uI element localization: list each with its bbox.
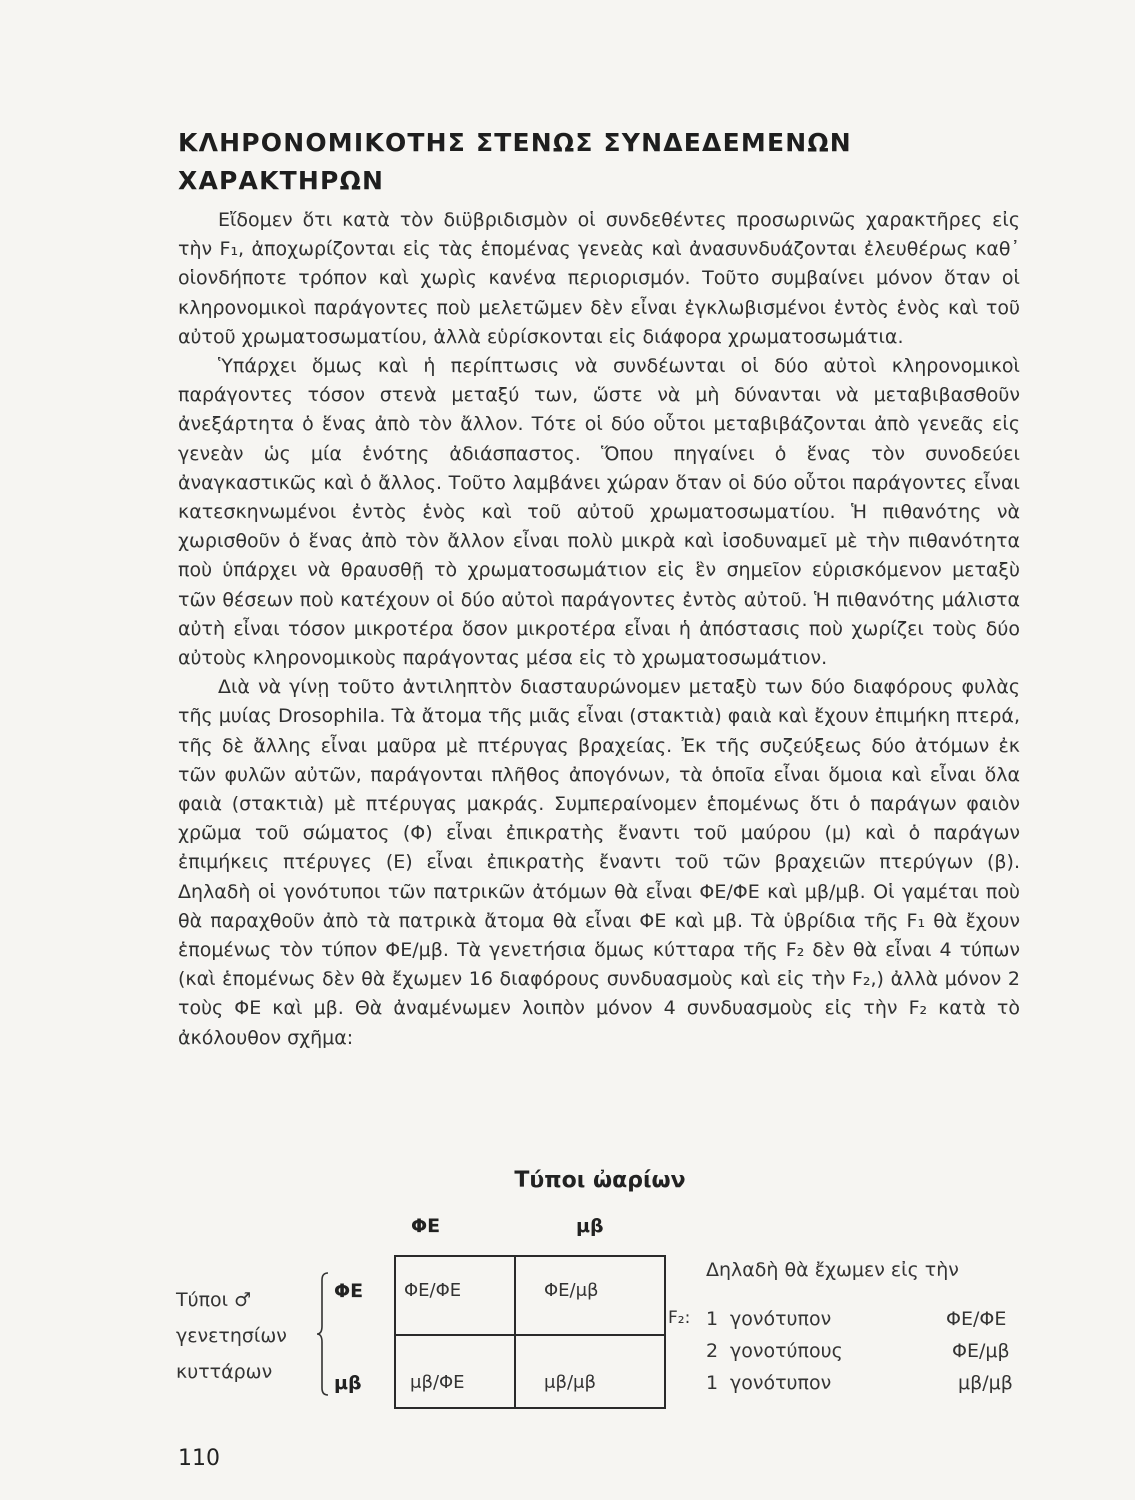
summary-genotype-1: ΦΕ/ΦΕ	[946, 1308, 1007, 1330]
figure-title: Τύποι ὠαρίων	[514, 1168, 686, 1193]
summary-count-1: 1	[706, 1308, 719, 1330]
column-header-fe: ΦΕ	[411, 1215, 441, 1237]
punnett-square	[394, 1255, 666, 1409]
side-label-line-3: κυττάρων	[176, 1361, 273, 1383]
grid-divider-horizontal	[396, 1334, 664, 1336]
summary-count-3: 1	[706, 1372, 719, 1394]
row-header-mb: μβ	[334, 1372, 362, 1394]
paragraph-3: Διὰ νὰ γίνῃ τοῦτο ἀντιληπτὸν διασταυρώνομεν μεταξὺ των δύο διαφόρους φυλὰς τῆς μυίας Drosophila. Τὰ ἄτομα τῆς μιᾶς εἶναι (στακτιὰ) φαιὰ καὶ ἔχουν ἐπιμήκη πτερά, τῆς δὲ ἄλλης εἶναι μαῦρα μὲ πτέρυγας βραχείας. Ἐκ τῆς συζεύξεως δύο ἀτόμων ἐκ τῶν φυλῶν αὐτῶν, παράγονται πλῆθος ἀπογόνων, τὰ ὁποῖα εἶναι ὅμοια καὶ εἶναι ὅλα φαιὰ (στακτιὰ) μὲ πτέρυγας μακράς. Συμπεραίνομεν ἑπομένως ὅτι ὁ παράγων φαιὸν χρῶμα τοῦ σώματος (Φ) εἶναι ἐπικρατὴς ἔναντι τοῦ μαύρου (μ) καὶ ὁ παράγων ἐπιμήκεις πτέρυγες (Ε) εἶναι ἐπικρατὴς ἔναντι τοῦ τῶν βραχειῶν πτερύγων (β). Δηλαδὴ οἱ γονότυποι τῶν πατρικῶν ἀτόμων θὰ εἶναι ΦΕ/ΦΕ καὶ μβ/μβ. Οἱ γαμέται ποὺ θὰ παραχθοῦν ἀπὸ τὰ πατρικὰ ἄτομα θὰ εἶναι ΦΕ καὶ μβ. Τὰ ὑβρίδια τῆς F₁ θὰ ἔχουν ἑπομένως τὸν τύπον ΦΕ/μβ. Τὰ γενετήσια ὅμως κύτταρα τῆς F₂ δὲν θὰ εἶναι 4 τύπων (καὶ ἑπομένως δὲν θὰ ἔχωμεν 16 διαφόρους συνδυασμοὺς καὶ εἰς τὴν F₂,) ἀλλὰ μόνον 2 τοὺς ΦΕ καὶ μβ. Θὰ ἀναμένωμεν λοιπὸν μόνον 4 συνδυασμοὺς εἰς τὴν F₂ κατὰ τὸ ἀκόλουθον σχῆμα:	[178, 676, 1020, 1049]
cell-fe-fe: ΦΕ/ΦΕ	[404, 1280, 462, 1301]
side-label-line-1: Τύποι ♂	[176, 1289, 252, 1311]
heading-line-2: ΧΑΡΑΚΤΗΡΩΝ	[178, 166, 385, 195]
f2-label: F₂:	[668, 1308, 691, 1328]
summary-label-2: γονοτύπους	[730, 1340, 843, 1362]
summary-count-2: 2	[706, 1340, 719, 1362]
row-header-fe: ΦΕ	[334, 1280, 364, 1302]
body-text	[178, 206, 1020, 1053]
cell-fe-mb: ΦΕ/μβ	[544, 1280, 599, 1301]
side-label-line-2: γενετησίων	[176, 1325, 287, 1347]
page-number: 110	[178, 1446, 220, 1471]
paragraph-2: Ὑπάρχει ὅμως καὶ ἡ περίπτωσις νὰ συνδέωνται οἱ δύο αὐτοὶ κληρονομικοὶ παράγοντες τόσον στενὰ μεταξύ των, ὥστε νὰ μὴ δύνανται νὰ μεταβιβασθοῦν ἀνεξάρτητα ὁ ἕνας ἀπὸ τὸν ἄλλον. Τότε οἱ δύο οὗτοι μεταβιβάζονται ἀπὸ γενεᾶς εἰς γενεὰν ὡς μία ἑνότης ἀδιάσπαστος. Ὅπου πηγαίνει ὁ ἕνας τὸν συνοδεύει ἀναγκαστικῶς καὶ ὁ ἄλλος. Τοῦτο λαμβάνει χώραν ὅταν οἱ δύο οὗτοι παράγοντες εἶναι κατεσκηνωμένοι ἐντὸς ἑνὸς καὶ τοῦ αὐτοῦ χρωματοσωματίου. Ἡ πιθανότης νὰ χωρισθοῦν ὁ ἕνας ἀπὸ τὸν ἄλλον εἶναι πολὺ μικρὰ καὶ ἰσοδυναμεῖ μὲ τὴν πιθανότητα ποὺ ὑπάρχει νὰ θραυσθῇ τὸ χρωματοσωμάτιον εἰς ἓν σημεῖον εὑρισκόμενον μεταξὺ τῶν θέσεων ποὺ κατέχουν οἱ δύο αὐτοὶ παράγοντες ἐντὸς αὐτοῦ. Ἡ πιθανότης μάλιστα αὐτὴ εἶναι τόσον μικροτέρα ὅσον μικροτέρα εἶναι ἡ ἀπόστασις ποὺ χωρίζει τοὺς δύο αὐτοὺς κληρονομικοὺς παράγοντας μέσα εἰς τὸ χρωματοσωμάτιον.	[178, 355, 1020, 670]
chapter-heading	[178, 124, 1038, 200]
summary-intro: Δηλαδὴ θὰ ἔχωμεν εἰς τὴν	[706, 1259, 959, 1281]
summary-genotype-3: μβ/μβ	[958, 1372, 1013, 1394]
curly-brace-icon	[316, 1272, 330, 1396]
grid-divider-vertical	[514, 1257, 516, 1407]
summary-label-3: γονότυπον	[730, 1372, 832, 1394]
side-label	[176, 1282, 287, 1390]
summary-genotype-2: ΦΕ/μβ	[952, 1340, 1010, 1362]
cell-mb-mb: μβ/μβ	[544, 1372, 596, 1393]
heading-line-1: ΚΛΗΡΟΝΟΜΙΚΟΤΗΣ ΣΤΕΝΩΣ ΣΥΝΔΕΔΕΜΕΝΩΝ	[178, 128, 852, 157]
paragraph-1: Εἴδομεν ὅτι κατὰ τὸν διϋβριδισμὸν οἱ συνδεθέντες προσωρινῶς χαρακτῆρες εἰς τὴν F₁, ἀποχωρίζονται εἰς τὰς ἑπομένας γενεὰς καὶ ἀνασυνδυάζονται ἐλευθέρως καθ᾽ οἱονδήποτε τρόπον καὶ χωρὶς κανένα περιορισμόν. Τοῦτο συμβαίνει μόνον ὅταν οἱ κληρονομικοὶ παράγοντες ποὺ μελετῶμεν δὲν εἶναι ἐγκλωβισμένοι ἐντὸς ἑνὸς καὶ τοῦ αὐτοῦ χρωματοσωματίου, ἀλλὰ εὑρίσκονται εἰς διάφορα χρωματοσωμάτια.	[178, 209, 1020, 348]
summary-label-1: γονότυπον	[730, 1308, 832, 1330]
column-header-mb: μβ	[576, 1215, 604, 1237]
cell-mb-fe: μβ/ΦΕ	[410, 1372, 465, 1393]
